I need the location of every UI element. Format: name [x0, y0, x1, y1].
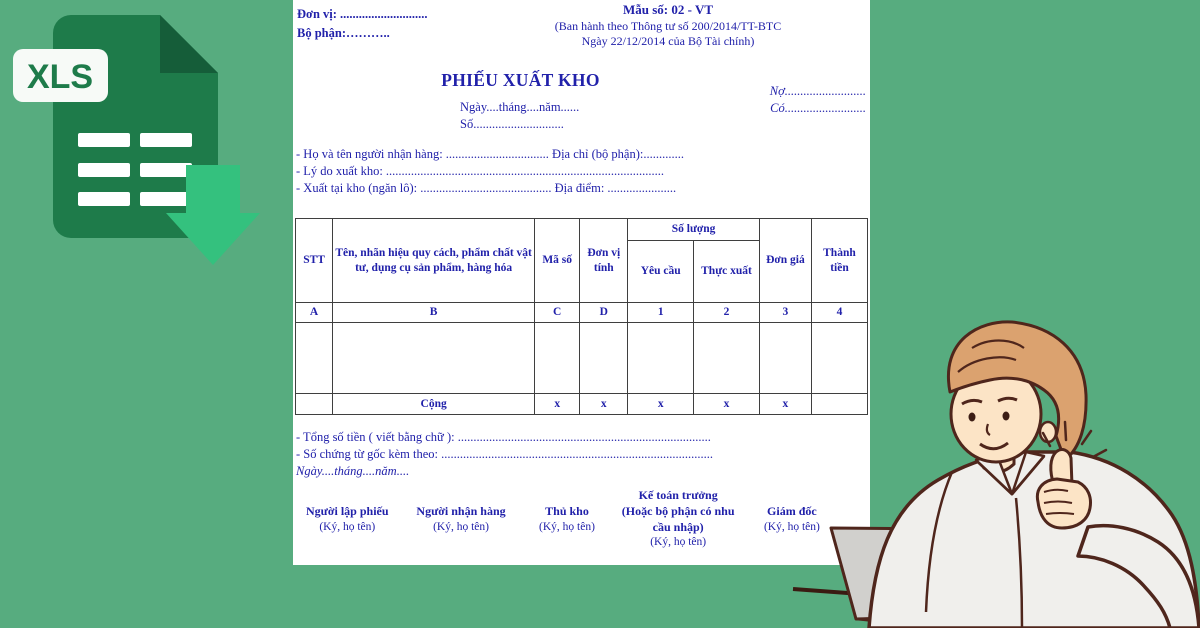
eyebrow-right	[998, 398, 1017, 401]
total-label-cell: Cộng	[333, 394, 535, 415]
col-header-stt: STT	[296, 219, 333, 303]
col-header-amount: Thành tiền	[811, 219, 867, 303]
total-in-words-line: - Tổng số tiền ( viết bằng chữ ): .................................................................................	[296, 430, 711, 444]
eyebrow-left	[962, 400, 982, 404]
hair-strand	[958, 357, 1016, 372]
shirt-placket	[1016, 498, 1022, 628]
eye-left	[969, 413, 976, 422]
index-cell: 1	[628, 303, 694, 323]
head	[948, 322, 1086, 462]
recipient-line: - Họ và tên người nhận hàng: ................................. Địa chỉ (bộ phận):.............	[296, 147, 684, 161]
signature-note: (Ký, họ tên)	[433, 520, 489, 533]
empty-cell	[628, 323, 694, 394]
index-cell: 4	[811, 303, 867, 323]
col-header-unit: Đơn vị tính	[580, 219, 628, 303]
smile	[980, 443, 1008, 449]
desk-line	[793, 589, 1200, 619]
finger-line	[1044, 490, 1068, 492]
attached-docs-line: - Số chứng từ gốc kèm theo: .......................................................................................	[296, 447, 713, 461]
nose	[987, 424, 990, 435]
empty-cell	[811, 394, 867, 415]
department-line: Bộ phận:………..	[297, 25, 390, 40]
date-line: Ngày....tháng....năm......	[460, 100, 580, 114]
index-cell: 2	[694, 303, 760, 323]
signature-preparer	[293, 488, 402, 551]
unit-line: Đơn vị: ............................	[297, 7, 428, 21]
signature-title: Thủ kho	[545, 504, 589, 518]
blank-entry-row	[296, 323, 868, 394]
signature-note: (Ký, họ tên)	[650, 536, 707, 549]
x-mark-cell: x	[759, 394, 811, 415]
export-slip-form	[293, 0, 870, 565]
signature-storekeeper	[520, 488, 613, 551]
collar	[976, 456, 1044, 494]
signature-subtitle: (Hoặc bộ phận có nhu cầu nhập)	[621, 503, 735, 534]
form-number: Mẫu số: 02 - VT	[622, 2, 714, 17]
signature-note: (Ký, họ tên)	[763, 520, 820, 533]
x-mark-cell: x	[694, 394, 760, 415]
emphasis-lines	[1043, 422, 1106, 457]
index-cell: 3	[759, 303, 811, 323]
shirt-torso	[869, 452, 1199, 628]
circular-line-1: (Ban hành theo Thông tư số 200/2014/TT-BTC	[554, 18, 782, 33]
thumb	[1051, 450, 1072, 486]
signature-row	[293, 488, 841, 551]
signature-title: Giám đốc	[767, 504, 817, 518]
debit-line: Nợ..........................	[769, 84, 866, 98]
xls-download-icon[interactable]	[0, 0, 300, 330]
collar-flap-left	[976, 455, 1012, 494]
unit-department-block	[297, 5, 428, 43]
empty-cell	[296, 323, 333, 394]
empty-cell	[535, 323, 580, 394]
x-mark-cell: x	[580, 394, 628, 415]
form-number-block	[488, 2, 848, 50]
hair-strand	[972, 341, 1024, 349]
empty-cell	[811, 323, 867, 394]
reason-line: - Lý do xuất kho: .........................................................................................	[296, 164, 665, 178]
page-title: PHIẾU XUẤT KHO	[441, 70, 600, 90]
empty-cell	[296, 394, 333, 415]
signature-director	[743, 488, 841, 551]
neck	[982, 436, 1014, 472]
empty-cell	[694, 323, 760, 394]
signature-title: Người nhận hàng	[416, 504, 506, 518]
finger-line	[1044, 502, 1072, 504]
signature-note: (Ký, họ tên)	[319, 520, 376, 533]
col-header-quantity: Số lượng	[628, 219, 760, 241]
finger-line	[1046, 513, 1074, 514]
col-header-name: Tên, nhãn hiệu quy cách, phẩm chất vật tư, dụng cụ sản phẩm, hàng hóa	[333, 219, 535, 303]
ear	[1040, 422, 1056, 442]
col-header-price: Đơn giá	[759, 219, 811, 303]
file-fold-corner	[160, 15, 218, 73]
left-arm-fold	[926, 472, 952, 612]
footer-date-line: Ngày....tháng....năm....	[296, 464, 410, 478]
col-header-code: Mã số	[535, 219, 580, 303]
index-cell: C	[535, 303, 580, 323]
fist	[1037, 479, 1090, 528]
signature-title: Người lập phiếu	[306, 504, 389, 518]
warehouse-line: - Xuất tại kho (ngăn lô): .......................................... Địa điểm: ......................	[296, 181, 677, 195]
signature-recipient	[402, 488, 521, 551]
xls-badge-label: XLS	[26, 58, 94, 96]
signature-note: (Ký, họ tên)	[539, 520, 595, 533]
credit-line: Có..........................	[770, 101, 866, 115]
col-header-qty-requested: Yêu cầu	[628, 241, 694, 303]
circular-line-2: Ngày 22/12/2014 của Bộ Tài chính)	[581, 34, 755, 49]
items-table	[295, 218, 868, 415]
hair	[948, 322, 1086, 460]
x-mark-cell: x	[628, 394, 694, 415]
collar-flap-right	[1012, 452, 1044, 494]
index-cell: A	[296, 303, 333, 323]
empty-cell	[580, 323, 628, 394]
index-cell: D	[580, 303, 628, 323]
signature-chief-accountant	[614, 488, 743, 551]
forearm-sleeve	[1078, 526, 1199, 628]
face	[951, 366, 1041, 462]
slip-number-line: Số.............................	[460, 117, 564, 131]
empty-cell	[759, 323, 811, 394]
index-row	[296, 303, 868, 323]
col-header-qty-actual: Thực xuất	[694, 241, 760, 303]
signature-title: Kế toán trưởng	[638, 488, 718, 502]
index-cell: B	[333, 303, 535, 323]
laptop-logo	[888, 564, 914, 590]
eye-right	[1003, 412, 1010, 421]
thumbs-up-hand	[1037, 422, 1199, 628]
x-mark-cell: x	[535, 394, 580, 415]
total-row	[296, 394, 868, 415]
empty-cell	[333, 323, 535, 394]
